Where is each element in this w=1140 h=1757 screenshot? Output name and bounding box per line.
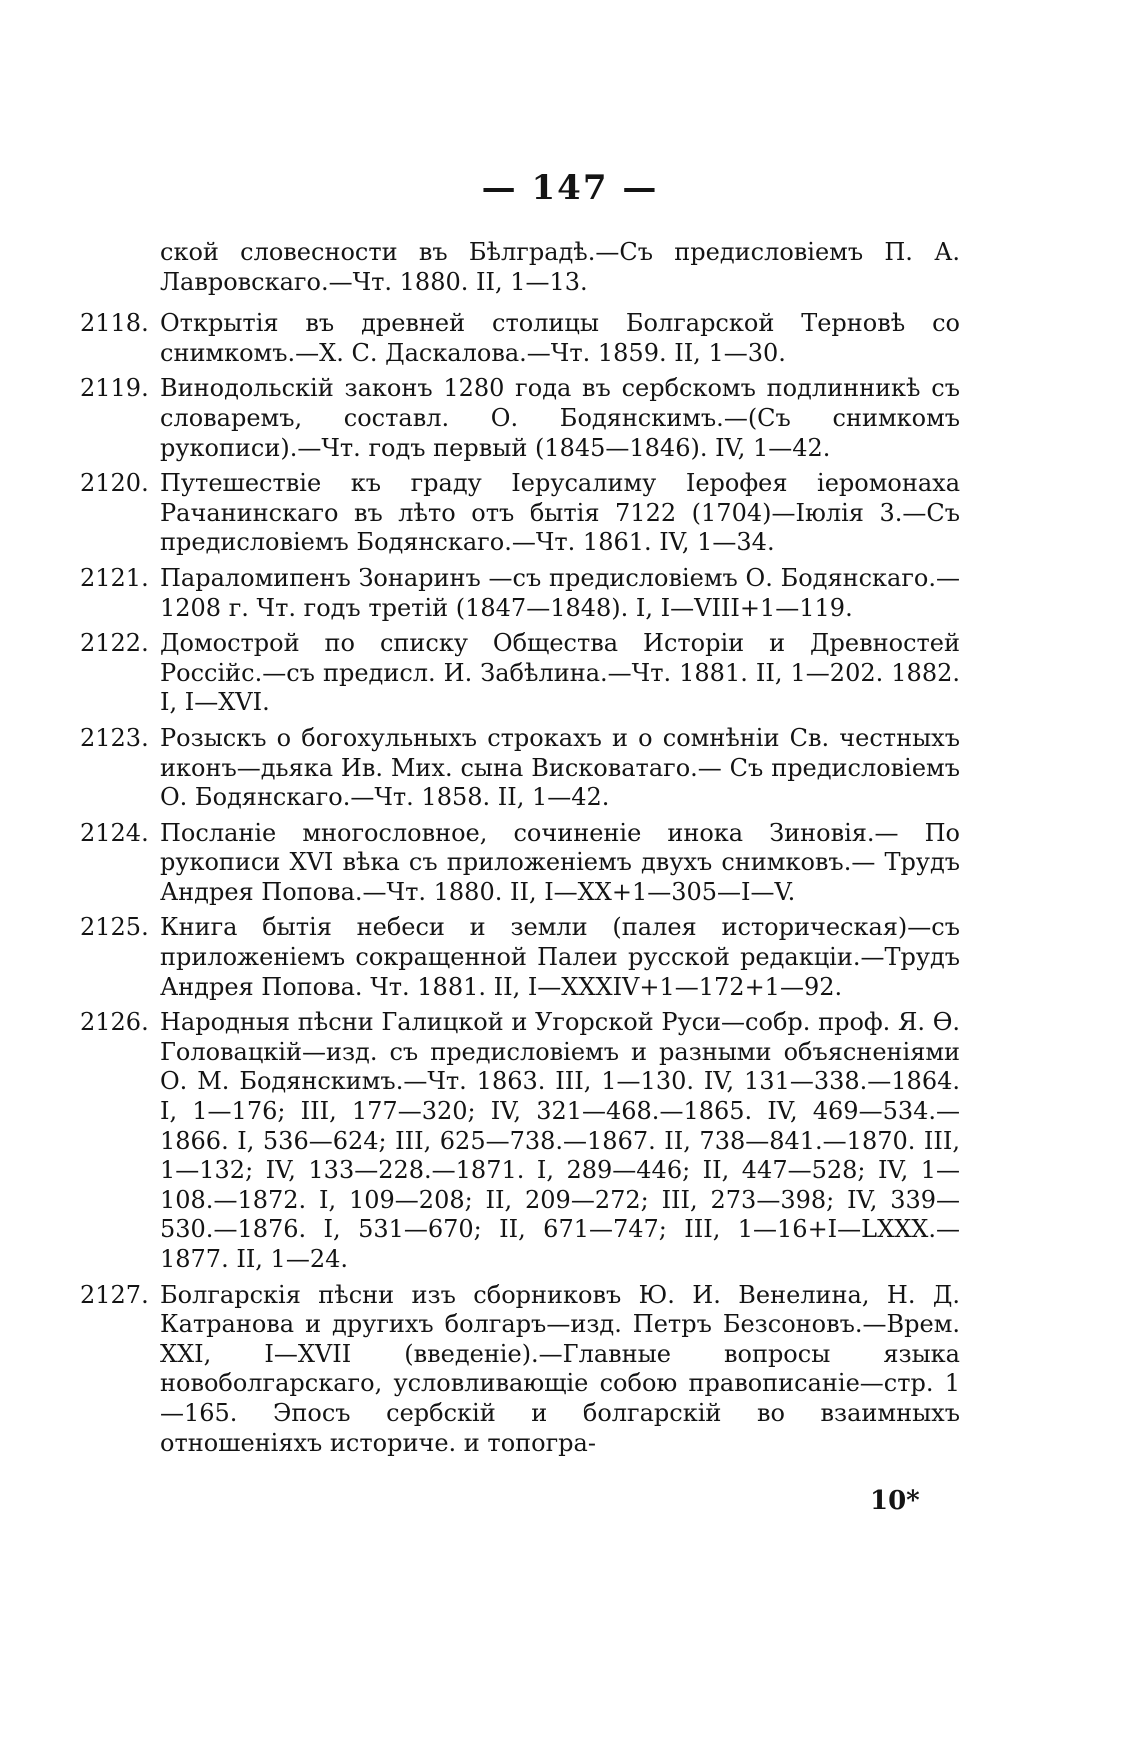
entry-2118 (80, 309, 960, 368)
entry-number: 2120. (80, 469, 149, 498)
entry-2123 (80, 724, 960, 813)
entry-number: 2121. (80, 563, 149, 592)
entry-2127 (80, 1281, 960, 1459)
entry-2119 (80, 374, 960, 463)
signature-mark: 10* (870, 1486, 920, 1516)
entry-text: Параломипенъ Зонаринъ —съ предисловіемъ О. Бодянскаго.—1208 г. Чт. годъ третій (1847—1848). I, I—VIII+1—119. (160, 563, 960, 622)
entry-text: Народныя пѣсни Галицкой и Угорской Руси—собр. проф. Я. Ѳ. Головацкій—изд. съ предисловіемъ и разными объясненіями О. М. Бодянскимъ.—Чт. 1863. III, 1—130. IV, 131—338.—1864. I, 1—176; III, 177—320; IV, 321—468.—1865. IV, 469—534.—1866. I, 536—624; III, 625—738.—1867. II, 738—841.—1870. III, 1—132; IV, 133—228.—1871. I, 289—446; II, 447—528; IV, 1—108.—1872. I, 109—208; II, 209—272; III, 273—398; IV, 339—530.—1876. I, 531—670; II, 671—747; III, 1—16+I—LXXX.—1877. II, 1—24. (160, 1008, 960, 1273)
entry-2122 (80, 629, 960, 718)
entry-number: 2122. (80, 629, 149, 658)
entry-text: Болгарскія пѣсни изъ сборниковъ Ю. И. Венелина, Н. Д. Катранова и другихъ болгаръ—изд. Петръ Безсоновъ.—Врем. XXI, I—XVII (введеніе).—Главные вопросы языка новоболгарскаго, условливающіе собою правописаніе—стр. 1—165. Эпосъ сербскій и болгарскій во взаимныхъ отношеніяхъ историче. и топогра- (160, 1280, 960, 1457)
entry-text: Винодольскій законъ 1280 года въ сербскомъ подлинникѣ съ словаремъ, составл. О. Бодянскимъ.—(Съ снимкомъ рукописи).—Чт. годъ первый (1845—1846). IV, 1—42. (160, 374, 960, 462)
entry-text: Книга бытія небеси и земли (палея историческая)—съ приложеніемъ сокращенной Палеи русской редакціи.—Трудъ Андрея Попова. Чт. 1881. II, I—XXXIV+1—172+1—92. (160, 913, 960, 1001)
entry-text: Путешествіе къ граду Іерусалиму Іерофея іеромонаха Рачанинскаго въ лѣто отъ бытія 7122 (1704)—Іюлія 3.—Съ предисловіемъ Бодянскаго.—Чт. 1861. IV, 1—34. (160, 469, 960, 557)
page-number: — 147 — (481, 168, 659, 208)
entry-number: 2125. (80, 913, 149, 942)
entry-number: 2123. (80, 723, 149, 752)
entry-text: ской словесности въ Бѣлградѣ.—Съ предисловіемъ П. А. Лавровскаго.—Чт. 1880. II, 1—13. (160, 238, 960, 296)
entry-2125 (80, 913, 960, 1002)
entry-number: 2127. (80, 1280, 149, 1309)
entry-text: Посланіе многословное, сочиненіе инока Зиновія.— По рукописи XVI вѣка съ приложеніемъ двухъ снимковъ.— Трудъ Андрея Попова.—Чт. 1880. II, I—XX+1—305—I—V. (160, 818, 960, 906)
entry-2120 (80, 469, 960, 558)
entry-text: Открытія въ древней столицы Болгарской Терновѣ со снимкомъ.—Х. С. Даскалова.—Чт. 1859. II, 1—30. (160, 309, 960, 367)
entry-number: 2124. (80, 818, 149, 847)
page-body (80, 238, 960, 1464)
entry-2124 (80, 819, 960, 908)
entry-number: 2126. (80, 1008, 149, 1037)
entry-2121 (80, 564, 960, 623)
entry-number: 2119. (80, 374, 149, 403)
entry-2126 (80, 1008, 960, 1274)
entry-continuation (80, 238, 960, 297)
entry-text: Домострой по списку Общества Исторіи и Древностей Россійс.—съ предисл. И. Забѣлина.—Чт. 1881. II, 1—202. 1882. I, I—XVI. (160, 629, 960, 717)
entry-text: Розыскъ о богохульныхъ строкахъ и о сомнѣніи Св. честныхъ иконъ—дьяка Ив. Мих. сына Висковатаго.— Съ предисловіемъ О. Бодянскаго.—Чт. 1858. II, 1—42. (160, 723, 960, 812)
entry-number: 2118. (80, 309, 149, 338)
